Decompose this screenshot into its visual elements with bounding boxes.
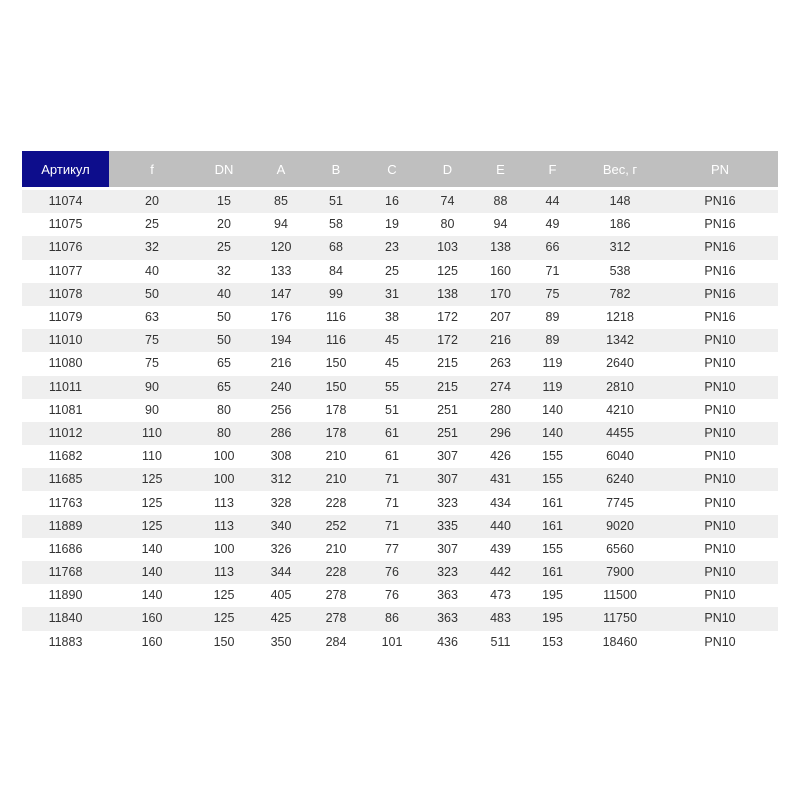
cell-dn: 50 <box>195 306 253 329</box>
cell-article: 11768 <box>22 561 109 584</box>
cell-d: 323 <box>421 561 474 584</box>
cell-e: 483 <box>474 607 527 630</box>
cell-dn: 65 <box>195 376 253 399</box>
cell-c: 71 <box>363 468 421 491</box>
spec-table <box>22 151 778 654</box>
cell-dn: 113 <box>195 515 253 538</box>
cell-a: 405 <box>253 584 309 607</box>
table-row[interactable] <box>22 399 778 422</box>
cell-weight: 11500 <box>578 584 662 607</box>
cell-e: 170 <box>474 283 527 306</box>
cell-c: 76 <box>363 561 421 584</box>
cell-article: 11077 <box>22 260 109 283</box>
cell-f-upper: 140 <box>527 422 578 445</box>
cell-f-upper: 89 <box>527 329 578 352</box>
cell-a: 340 <box>253 515 309 538</box>
cell-e: 274 <box>474 376 527 399</box>
cell-f-upper: 71 <box>527 260 578 283</box>
cell-d: 251 <box>421 422 474 445</box>
cell-a: 216 <box>253 352 309 375</box>
cell-a: 312 <box>253 468 309 491</box>
cell-pn: PN10 <box>662 561 778 584</box>
cell-pn: PN10 <box>662 607 778 630</box>
cell-a: 147 <box>253 283 309 306</box>
cell-a: 85 <box>253 190 309 213</box>
cell-e: 473 <box>474 584 527 607</box>
cell-b: 210 <box>309 445 363 468</box>
cell-weight: 1218 <box>578 306 662 329</box>
cell-article: 11889 <box>22 515 109 538</box>
cell-a: 328 <box>253 491 309 514</box>
cell-f: 63 <box>109 306 195 329</box>
cell-f-upper: 155 <box>527 468 578 491</box>
cell-weight: 312 <box>578 236 662 259</box>
cell-weight: 538 <box>578 260 662 283</box>
cell-d: 74 <box>421 190 474 213</box>
cell-d: 363 <box>421 584 474 607</box>
cell-e: 94 <box>474 213 527 236</box>
cell-e: 442 <box>474 561 527 584</box>
cell-a: 350 <box>253 631 309 654</box>
column-header-weight[interactable]: Вес, г <box>578 151 662 187</box>
table-row[interactable] <box>22 607 778 630</box>
cell-article: 11012 <box>22 422 109 445</box>
cell-dn: 15 <box>195 190 253 213</box>
cell-f-upper: 66 <box>527 236 578 259</box>
cell-a: 240 <box>253 376 309 399</box>
cell-b: 150 <box>309 376 363 399</box>
cell-c: 31 <box>363 283 421 306</box>
cell-article: 11075 <box>22 213 109 236</box>
cell-article: 11686 <box>22 538 109 561</box>
cell-f: 75 <box>109 329 195 352</box>
cell-article: 11840 <box>22 607 109 630</box>
cell-f-upper: 195 <box>527 584 578 607</box>
cell-b: 210 <box>309 538 363 561</box>
cell-f-upper: 119 <box>527 376 578 399</box>
cell-d: 125 <box>421 260 474 283</box>
cell-c: 25 <box>363 260 421 283</box>
cell-article: 11685 <box>22 468 109 491</box>
cell-c: 16 <box>363 190 421 213</box>
cell-b: 210 <box>309 468 363 491</box>
cell-a: 256 <box>253 399 309 422</box>
cell-article: 11076 <box>22 236 109 259</box>
cell-b: 278 <box>309 607 363 630</box>
table-header-row <box>22 151 778 187</box>
cell-dn: 100 <box>195 468 253 491</box>
cell-d: 363 <box>421 607 474 630</box>
cell-article: 11890 <box>22 584 109 607</box>
cell-e: 434 <box>474 491 527 514</box>
table-row[interactable] <box>22 190 778 213</box>
cell-d: 323 <box>421 491 474 514</box>
table-row[interactable] <box>22 422 778 445</box>
cell-c: 55 <box>363 376 421 399</box>
cell-pn: PN10 <box>662 422 778 445</box>
cell-e: 207 <box>474 306 527 329</box>
cell-b: 150 <box>309 352 363 375</box>
cell-dn: 65 <box>195 352 253 375</box>
cell-d: 307 <box>421 445 474 468</box>
table-row[interactable] <box>22 213 778 236</box>
cell-f: 125 <box>109 468 195 491</box>
cell-f-upper: 89 <box>527 306 578 329</box>
cell-dn: 125 <box>195 584 253 607</box>
cell-f: 140 <box>109 561 195 584</box>
cell-pn: PN10 <box>662 491 778 514</box>
cell-f: 110 <box>109 445 195 468</box>
cell-f-upper: 153 <box>527 631 578 654</box>
cell-c: 101 <box>363 631 421 654</box>
cell-c: 45 <box>363 352 421 375</box>
cell-article: 11080 <box>22 352 109 375</box>
table-row[interactable] <box>22 491 778 514</box>
table-row[interactable] <box>22 283 778 306</box>
cell-e: 216 <box>474 329 527 352</box>
cell-weight: 4210 <box>578 399 662 422</box>
cell-a: 94 <box>253 213 309 236</box>
cell-f-upper: 140 <box>527 399 578 422</box>
cell-e: 263 <box>474 352 527 375</box>
column-header-f[interactable]: f <box>109 151 195 187</box>
cell-f: 75 <box>109 352 195 375</box>
cell-pn: PN16 <box>662 306 778 329</box>
column-header-e[interactable]: E <box>474 151 527 187</box>
cell-weight: 9020 <box>578 515 662 538</box>
cell-b: 58 <box>309 213 363 236</box>
cell-weight: 7745 <box>578 491 662 514</box>
table-row[interactable] <box>22 236 778 259</box>
cell-article: 11883 <box>22 631 109 654</box>
cell-pn: PN10 <box>662 352 778 375</box>
table-row[interactable] <box>22 584 778 607</box>
cell-dn: 40 <box>195 283 253 306</box>
table-row[interactable] <box>22 538 778 561</box>
cell-b: 116 <box>309 306 363 329</box>
cell-f-upper: 161 <box>527 561 578 584</box>
cell-weight: 11750 <box>578 607 662 630</box>
cell-weight: 2640 <box>578 352 662 375</box>
cell-c: 71 <box>363 491 421 514</box>
cell-pn: PN10 <box>662 538 778 561</box>
cell-article: 11081 <box>22 399 109 422</box>
cell-c: 23 <box>363 236 421 259</box>
cell-d: 103 <box>421 236 474 259</box>
cell-b: 228 <box>309 561 363 584</box>
cell-d: 80 <box>421 213 474 236</box>
cell-f: 20 <box>109 190 195 213</box>
cell-b: 51 <box>309 190 363 213</box>
cell-dn: 80 <box>195 399 253 422</box>
cell-article: 11011 <box>22 376 109 399</box>
column-header-a[interactable]: A <box>253 151 309 187</box>
cell-a: 194 <box>253 329 309 352</box>
cell-pn: PN16 <box>662 190 778 213</box>
table-row[interactable] <box>22 515 778 538</box>
cell-weight: 6560 <box>578 538 662 561</box>
cell-b: 178 <box>309 399 363 422</box>
cell-e: 439 <box>474 538 527 561</box>
cell-f: 40 <box>109 260 195 283</box>
table-row[interactable] <box>22 468 778 491</box>
column-header-b[interactable]: B <box>309 151 363 187</box>
cell-article: 11763 <box>22 491 109 514</box>
cell-dn: 150 <box>195 631 253 654</box>
cell-a: 344 <box>253 561 309 584</box>
cell-article: 11010 <box>22 329 109 352</box>
cell-f-upper: 161 <box>527 515 578 538</box>
cell-a: 308 <box>253 445 309 468</box>
cell-weight: 18460 <box>578 631 662 654</box>
table-row[interactable] <box>22 260 778 283</box>
cell-e: 426 <box>474 445 527 468</box>
cell-a: 286 <box>253 422 309 445</box>
cell-weight: 6240 <box>578 468 662 491</box>
cell-f: 160 <box>109 631 195 654</box>
cell-weight: 148 <box>578 190 662 213</box>
cell-c: 19 <box>363 213 421 236</box>
cell-f-upper: 119 <box>527 352 578 375</box>
cell-article: 11078 <box>22 283 109 306</box>
cell-article: 11074 <box>22 190 109 213</box>
cell-f: 160 <box>109 607 195 630</box>
cell-pn: PN10 <box>662 399 778 422</box>
cell-c: 45 <box>363 329 421 352</box>
cell-c: 38 <box>363 306 421 329</box>
column-header-article[interactable]: Артикул <box>22 151 109 187</box>
table-row[interactable] <box>22 376 778 399</box>
cell-pn: PN16 <box>662 260 778 283</box>
cell-c: 86 <box>363 607 421 630</box>
cell-weight: 186 <box>578 213 662 236</box>
cell-c: 77 <box>363 538 421 561</box>
cell-b: 252 <box>309 515 363 538</box>
cell-e: 296 <box>474 422 527 445</box>
cell-d: 307 <box>421 538 474 561</box>
cell-f: 25 <box>109 213 195 236</box>
cell-article: 11682 <box>22 445 109 468</box>
cell-d: 436 <box>421 631 474 654</box>
cell-e: 138 <box>474 236 527 259</box>
table-row[interactable] <box>22 329 778 352</box>
cell-b: 178 <box>309 422 363 445</box>
cell-f-upper: 155 <box>527 445 578 468</box>
cell-pn: PN10 <box>662 515 778 538</box>
column-header-f-upper[interactable]: F <box>527 151 578 187</box>
cell-b: 68 <box>309 236 363 259</box>
table-row[interactable] <box>22 306 778 329</box>
cell-pn: PN10 <box>662 584 778 607</box>
cell-dn: 100 <box>195 445 253 468</box>
cell-weight: 6040 <box>578 445 662 468</box>
cell-f-upper: 195 <box>527 607 578 630</box>
cell-d: 215 <box>421 376 474 399</box>
cell-c: 61 <box>363 422 421 445</box>
cell-weight: 4455 <box>578 422 662 445</box>
table-row[interactable] <box>22 352 778 375</box>
cell-e: 511 <box>474 631 527 654</box>
cell-dn: 25 <box>195 236 253 259</box>
cell-c: 76 <box>363 584 421 607</box>
cell-d: 138 <box>421 283 474 306</box>
cell-c: 71 <box>363 515 421 538</box>
cell-f-upper: 155 <box>527 538 578 561</box>
table-body <box>22 187 778 654</box>
cell-f: 140 <box>109 584 195 607</box>
cell-f-upper: 161 <box>527 491 578 514</box>
cell-dn: 32 <box>195 260 253 283</box>
cell-d: 172 <box>421 306 474 329</box>
column-header-dn[interactable]: DN <box>195 151 253 187</box>
cell-a: 176 <box>253 306 309 329</box>
cell-c: 61 <box>363 445 421 468</box>
cell-pn: PN10 <box>662 468 778 491</box>
cell-f: 50 <box>109 283 195 306</box>
cell-b: 284 <box>309 631 363 654</box>
cell-b: 84 <box>309 260 363 283</box>
column-header-d[interactable]: D <box>421 151 474 187</box>
cell-e: 160 <box>474 260 527 283</box>
cell-f: 140 <box>109 538 195 561</box>
cell-b: 116 <box>309 329 363 352</box>
column-header-c[interactable]: C <box>363 151 421 187</box>
cell-b: 99 <box>309 283 363 306</box>
cell-f-upper: 49 <box>527 213 578 236</box>
cell-pn: PN10 <box>662 631 778 654</box>
cell-dn: 80 <box>195 422 253 445</box>
column-header-pn[interactable]: PN <box>662 151 778 187</box>
cell-weight: 782 <box>578 283 662 306</box>
cell-b: 228 <box>309 491 363 514</box>
cell-f-upper: 44 <box>527 190 578 213</box>
cell-article: 11079 <box>22 306 109 329</box>
cell-f: 110 <box>109 422 195 445</box>
cell-c: 51 <box>363 399 421 422</box>
cell-dn: 50 <box>195 329 253 352</box>
cell-pn: PN10 <box>662 329 778 352</box>
cell-f-upper: 75 <box>527 283 578 306</box>
table-row[interactable] <box>22 561 778 584</box>
cell-pn: PN16 <box>662 236 778 259</box>
cell-dn: 20 <box>195 213 253 236</box>
cell-d: 215 <box>421 352 474 375</box>
table-row[interactable] <box>22 445 778 468</box>
cell-f: 90 <box>109 376 195 399</box>
cell-e: 440 <box>474 515 527 538</box>
cell-pn: PN10 <box>662 445 778 468</box>
cell-a: 120 <box>253 236 309 259</box>
cell-d: 335 <box>421 515 474 538</box>
cell-f: 32 <box>109 236 195 259</box>
cell-b: 278 <box>309 584 363 607</box>
cell-pn: PN16 <box>662 213 778 236</box>
cell-d: 251 <box>421 399 474 422</box>
cell-weight: 7900 <box>578 561 662 584</box>
cell-pn: PN10 <box>662 376 778 399</box>
cell-d: 172 <box>421 329 474 352</box>
cell-f: 125 <box>109 491 195 514</box>
cell-e: 280 <box>474 399 527 422</box>
cell-a: 133 <box>253 260 309 283</box>
table-row[interactable] <box>22 631 778 654</box>
cell-dn: 113 <box>195 491 253 514</box>
cell-dn: 100 <box>195 538 253 561</box>
cell-pn: PN16 <box>662 283 778 306</box>
cell-a: 326 <box>253 538 309 561</box>
cell-dn: 113 <box>195 561 253 584</box>
cell-e: 431 <box>474 468 527 491</box>
cell-dn: 125 <box>195 607 253 630</box>
cell-weight: 2810 <box>578 376 662 399</box>
cell-e: 88 <box>474 190 527 213</box>
cell-f: 125 <box>109 515 195 538</box>
cell-d: 307 <box>421 468 474 491</box>
cell-f: 90 <box>109 399 195 422</box>
cell-a: 425 <box>253 607 309 630</box>
cell-weight: 1342 <box>578 329 662 352</box>
